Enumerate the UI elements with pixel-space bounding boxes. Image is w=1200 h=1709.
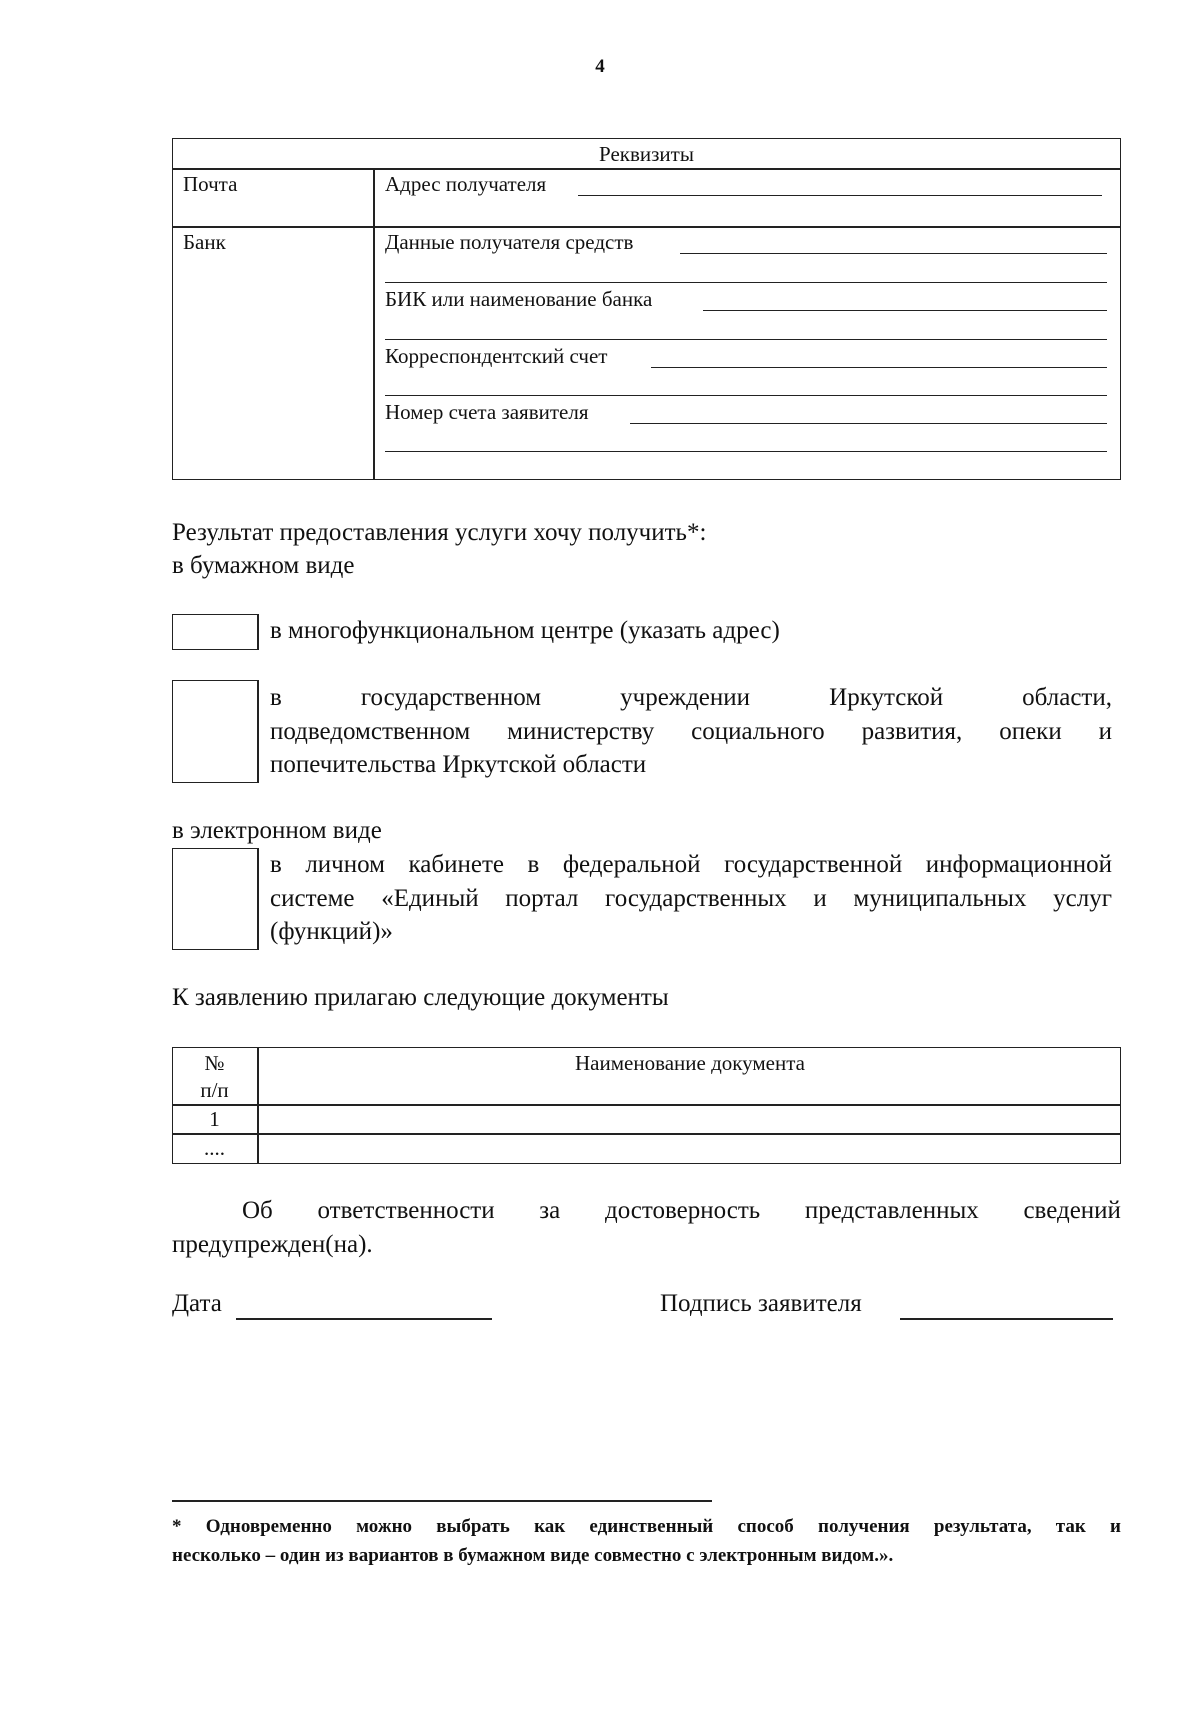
responsibility-line2: предупрежден(на). [172, 1231, 373, 1258]
responsibility-word: за [539, 1197, 561, 1224]
requisites-bank-label: Банк [183, 230, 226, 254]
field-label-recipient-data: Данные получателя средств [385, 230, 634, 254]
applicant-account-fill-line[interactable] [630, 423, 1107, 424]
option-institution-line1 [270, 684, 1112, 712]
bik-fill-line[interactable] [703, 310, 1107, 311]
requisites-mail-label: Почта [183, 172, 238, 196]
requisites-title: Реквизиты [599, 142, 694, 166]
responsibility-line1 [242, 1197, 1121, 1225]
requisites-row-divider [172, 226, 1121, 228]
recipient-address-fill-line[interactable] [578, 195, 1102, 196]
responsibility-word: сведений [1023, 1197, 1121, 1224]
option-institution-line3: попечительства Иркутской области [270, 751, 647, 778]
checkbox-state-institution[interactable] [172, 680, 259, 783]
footnote-line1: * Одновременно можно выбрать как единственный способ получения результата, так и [172, 1516, 1121, 1537]
field-label-recipient-address: Адрес получателя [385, 172, 547, 196]
responsibility-word: Об [242, 1197, 273, 1224]
field-label-bik: БИК или наименование банка [385, 287, 653, 311]
option-portal-line3: (функций)» [270, 918, 393, 945]
correspondent-account-fill-line[interactable] [651, 367, 1107, 368]
result-heading: Результат предоставления услуги хочу получить*: [172, 519, 707, 546]
documents-row-divider [172, 1133, 1121, 1135]
paper-form-label: в бумажном виде [172, 552, 355, 579]
checkbox-portal[interactable] [172, 848, 259, 950]
option-institution-word: области, [1022, 684, 1112, 711]
field-label-correspondent-account: Корреспондентский счет [385, 344, 608, 368]
electronic-form-label: в электронном виде [172, 817, 382, 844]
footnote-line2: несколько – один из вариантов в бумажном виде совместно с электронным видом.». [172, 1545, 894, 1566]
signature-fill-line[interactable] [900, 1318, 1113, 1320]
col-number-label-2: п/п [200, 1078, 229, 1102]
option-institution-word: Иркутской [829, 684, 944, 711]
responsibility-word: достоверность [604, 1197, 761, 1224]
recipient-data-fill-line-2[interactable] [385, 282, 1107, 283]
table-row-number: .... [204, 1136, 225, 1160]
date-label: Дата [172, 1290, 222, 1317]
documents-header-divider [172, 1104, 1121, 1106]
bik-fill-line-2[interactable] [385, 339, 1107, 340]
option-institution-word: учреждении [620, 684, 751, 711]
option-mfc-label: в многофункциональном центре (указать адрес) [270, 617, 780, 644]
applicant-account-fill-line-2[interactable] [385, 451, 1107, 452]
recipient-data-fill-line[interactable] [680, 253, 1107, 254]
checkbox-mfc[interactable] [172, 614, 259, 650]
attachments-heading: К заявлению прилагаю следующие документы [172, 984, 669, 1011]
option-portal-line1: в личном кабинете в федеральной государственной информационной [270, 851, 1112, 878]
option-institution-line2: подведомственном министерству социального развития, опеки и [270, 718, 1112, 745]
option-institution-word: государственном [360, 684, 542, 711]
field-label-applicant-account: Номер счета заявителя [385, 400, 589, 424]
date-fill-line[interactable] [236, 1318, 492, 1320]
responsibility-word: ответственности [317, 1197, 495, 1224]
option-portal-line2: системе «Единый портал государственных и муниципальных услуг [270, 885, 1112, 912]
col-document-name-label: Наименование документа [575, 1051, 805, 1075]
footnote-separator [172, 1500, 712, 1502]
responsibility-word: представленных [804, 1197, 979, 1224]
page-number: 4 [595, 56, 605, 77]
requisites-header-divider [172, 168, 1121, 170]
table-row-number: 1 [209, 1107, 220, 1131]
correspondent-account-fill-line-2[interactable] [385, 395, 1107, 396]
option-institution-word: в [270, 684, 282, 711]
requisites-column-divider [373, 168, 375, 480]
col-number-label: № [204, 1051, 225, 1075]
signature-label: Подпись заявителя [660, 1290, 862, 1317]
